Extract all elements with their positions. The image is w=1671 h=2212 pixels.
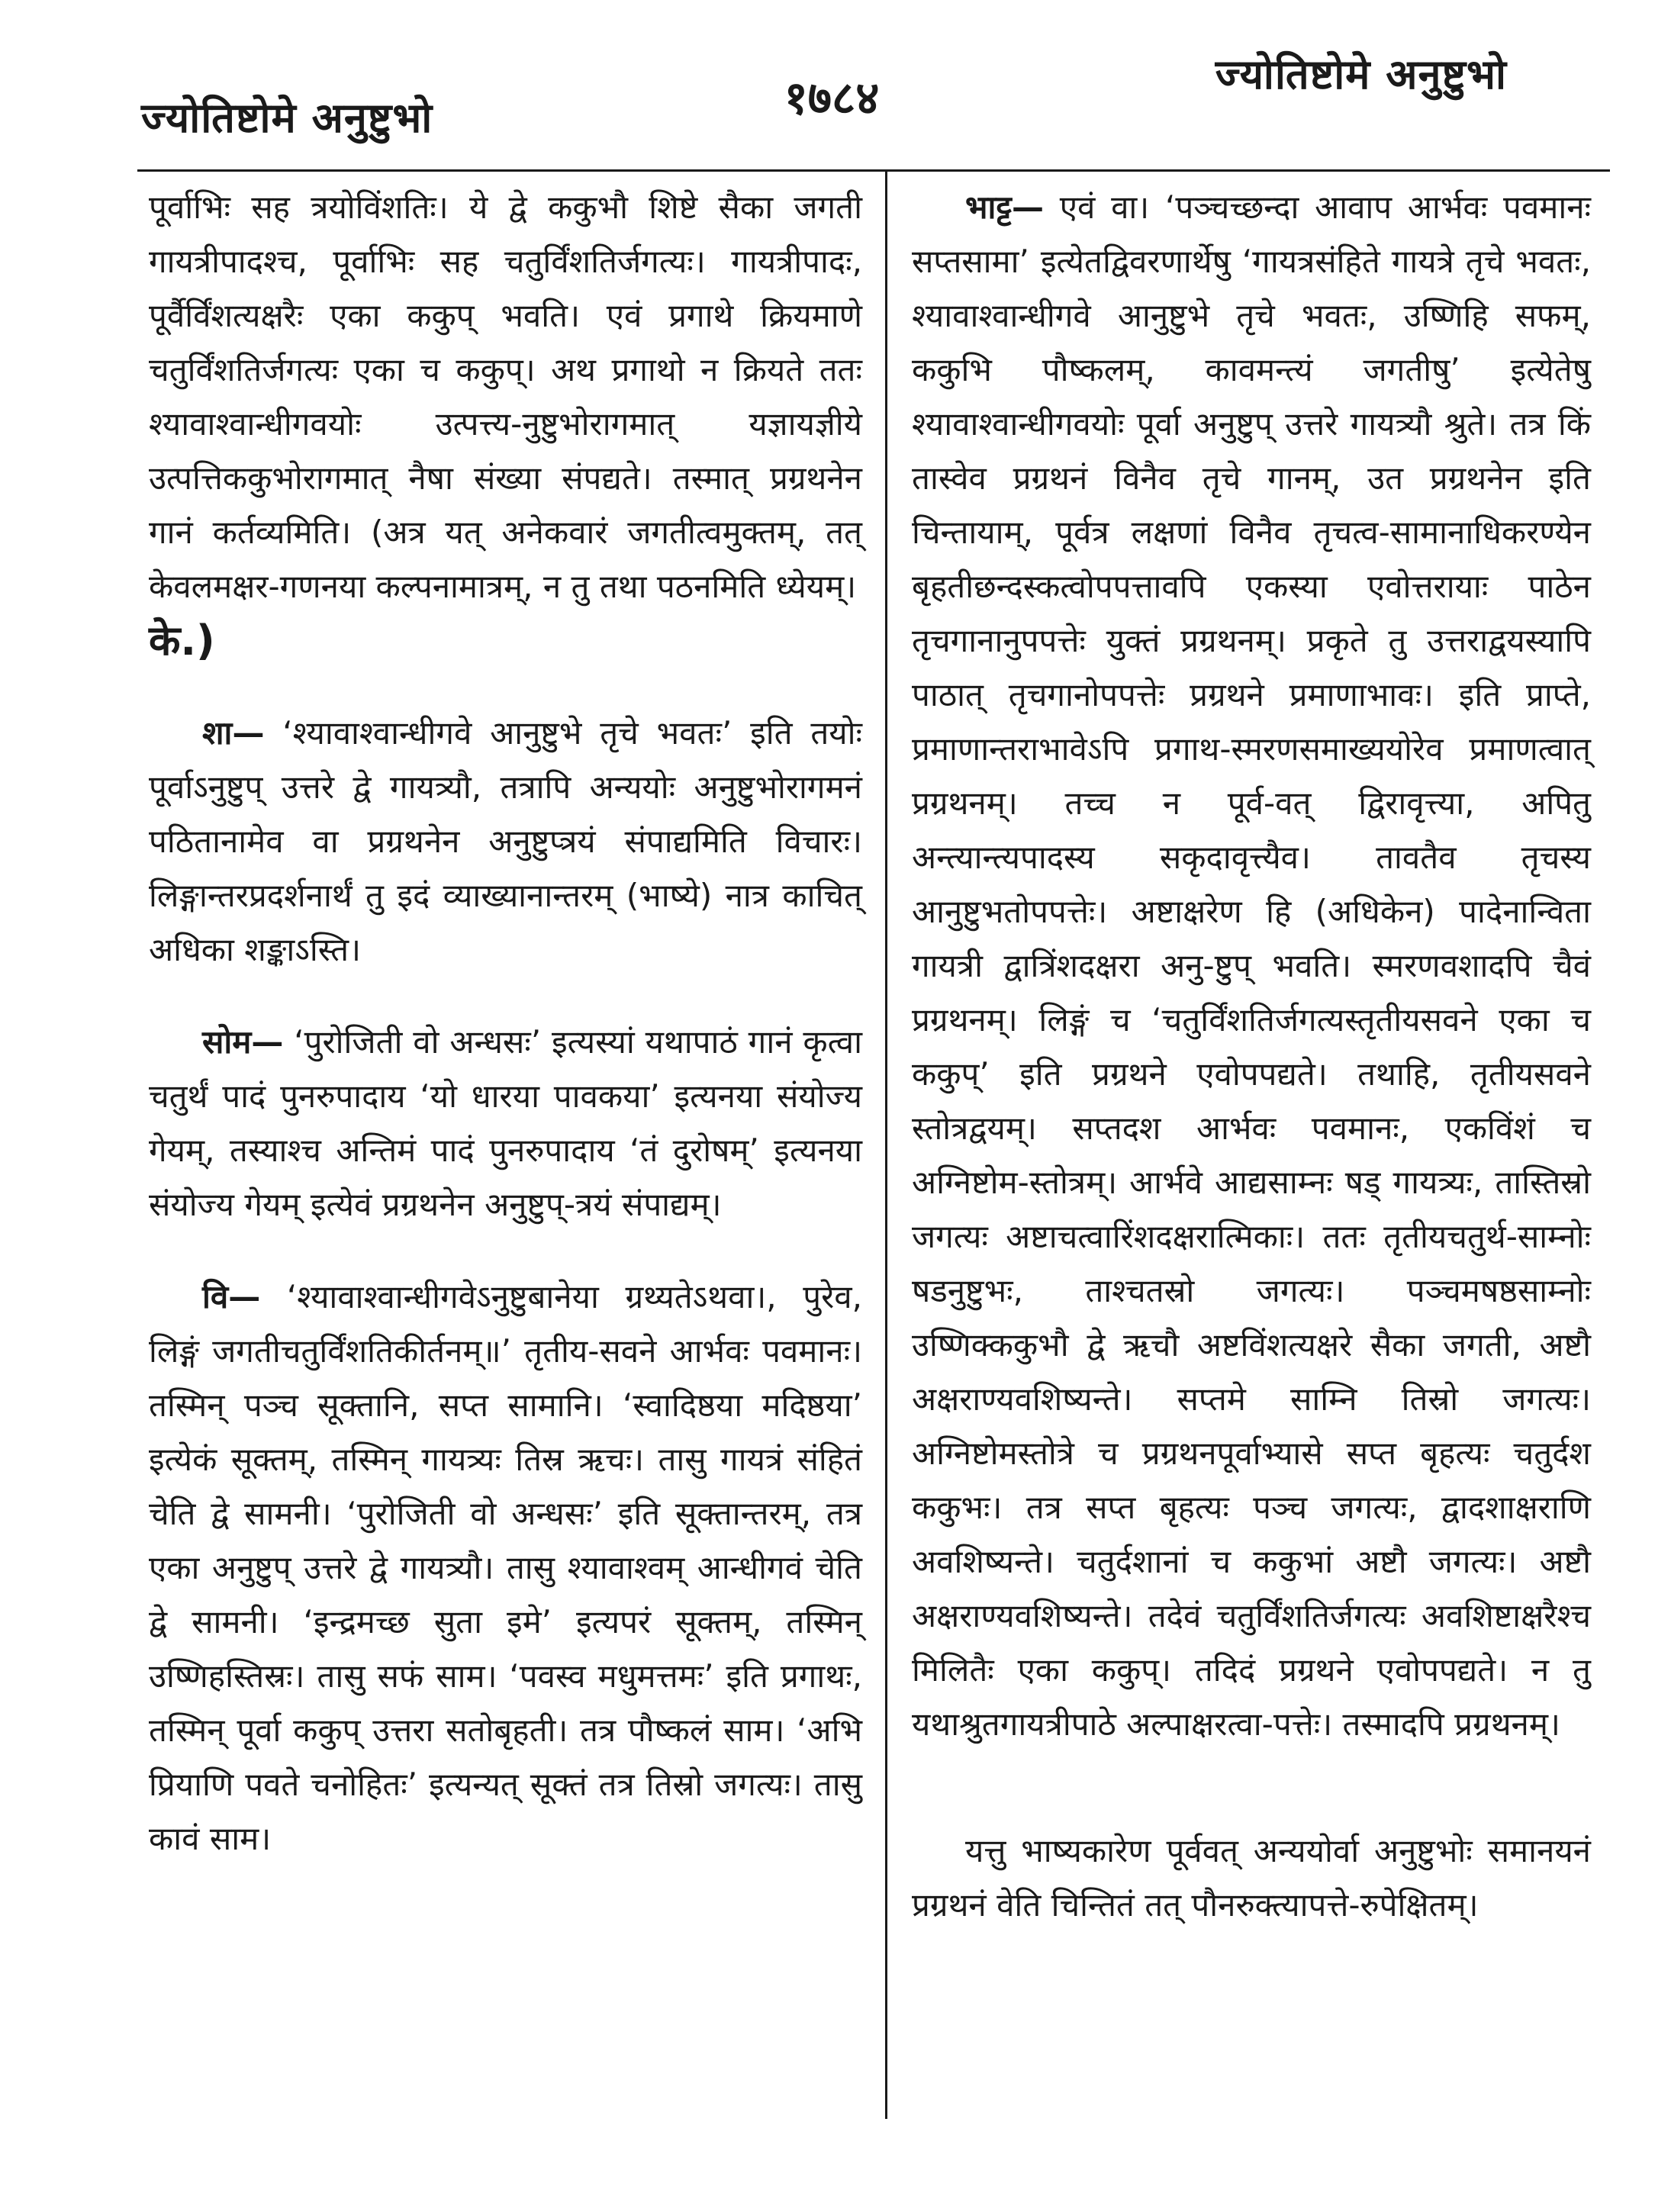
bhatta-text: एवं वा। ‘पञ्चच्छन्दा आवाप आर्भवः पवमानः सप्तसामा’ इत्येतद्विवरणार्थेषु ‘गायत्रसंहिते गायत्रे तृचे भवतः, श्यावाश्वान्धीगवे आनुष्टुभे तृचे भवतः, उष्णिहि सफम्, ककुभि पौष्कलम्, कावमन्त्यं जगतीषु’ इत्येतेषु श्यावाश्वान्धीगवयोः पूर्वा अनुष्टुप् उत्तरे गायत्र्यौ श्रुते। तत्र किं तास्वेव प्रग्रथनं विनैव तृचे गानम्, उत प्रग्रथनेन इति चिन्तायाम्, पूर्वत्र लक्षणां विनैव तृचत्व-सामानाधिकरण्येन बृहतीछन्दस्कत्वोपपत्तावपि एकस्या एवोत्तरायाः पाठेन तृचगानानुपपत्तेः युक्तं प्रग्रथनम्। प्रकृते तु उत्तराद्वयस्यापि पाठात् तृचगानोपपत्तेः प्रग्रथने प्रमाणाभावः। इति प्राप्ते, प्रमाणान्तराभावेऽपि प्रगाथ-स्मरणसमाख्ययोरेव प्रमाणत्वात् प्रग्रथनम्। तच्च न पूर्व-वत् द्विरावृत्त्या, अपितु अन्त्यान्त्यपादस्य सकृदावृत्त्यैव। तावतैव तृचस्य आनुष्टुभतोपपत्तेः। अष्टाक्षरेण हि (अधिकेन) पादेनान्विता गायत्री द्वात्रिंशदक्षरा अनु-ष्टुप् भवति। स्मरणवशादपि चैवं प्रग्रथनम्। लिङ्गं च ‘चतुर्विंशतिर्जगत्यस्तृतीयसवने एका च ककुप्’ इति प्रग्रथने एवोपपद्यते। तथाहि, तृतीयसवने स्तोत्रद्वयम्। सप्तदश आर्भवः पवमानः, एकविंशं च अग्निष्टोम-स्तोत्रम्। आर्भवे आद्यसाम्नः षड् गायत्र्यः, तास्तिस्रो जगत्यः अष्टाचत्वारिंशदक्षरात्मिकाः। ततः तृतीयचतुर्थ-साम्नोः षडनुष्टुभः, ताश्चतस्रो जगत्यः। पञ्चमषष्ठसाम्नोः उष्णिक्ककुभौ द्वे ऋचौ अष्टविंशत्यक्षरे सैका जगती, अष्टौ अक्षराण्यवशिष्यन्ते। सप्तमे साम्नि तिस्रो जगत्यः। अग्निष्टोमस्तोत्रे च प्रग्रथनपूर्वाभ्यासे सप्त बृहत्यः चतुर्दश ककुभः। तत्र सप्त बृहत्यः पञ्च जगत्यः, द्वादशाक्षराणि अवशिष्यन्ते। चतुर्दशानां च ककुभां अष्टौ जगत्यः। अष्टौ अक्षराण्यवशिष्यन्ते। तदेवं चतुर्विंशतिर्जगत्यः अवशिष्टाक्षरैश्च मिलितैः एका ककुप्। तदिदं प्रग्रथने एवोपपद्यते। न तु यथाश्रुतगायत्रीपाठे अल्पाक्षरत्वा-पत्तेः। तस्मादपि प्रग्रथनम्। xyxy=(912,188,1591,1743)
author-signature: के.) xyxy=(149,617,215,665)
header-rule xyxy=(137,169,1610,172)
soma-text: ‘पुरोजिती वो अन्धसः’ इत्यस्यां यथापाठं गानं कृत्वा चतुर्थं पादं पुनरुपादाय ‘यो धारया पावकया’ इत्यनया संयोज्य गेयम्, तस्याश्च अन्तिमं पादं पुनरुपादाय ‘तं दुरोषम्’ इत्यनया संयोज्य गेयम् इत्येवं प्रग्रथनेन अनुष्टुप्-त्रयं संपाद्यम्। xyxy=(149,1023,862,1223)
sha-label: शा— xyxy=(202,714,265,752)
closing-paragraph: यत्तु भाष्यकारेण पूर्ववत् अन्ययोर्वा अनुष्टुभोः समानयनं प्रग्रथनं वेति चिन्तितं तत् पौनरुक्त्यापत्ते-रुपेक्षितम्। xyxy=(912,1832,1591,1924)
bhatta-commentary xyxy=(912,180,1591,1751)
vi-label: वि— xyxy=(202,1278,261,1315)
running-title-left: ज्योतिष्टोमे अनुष्टुभो xyxy=(141,94,433,142)
column-divider xyxy=(885,169,887,2119)
page-number: १७८४ xyxy=(784,72,880,125)
left-para-1: पूर्वाभिः सह त्रयोविंशतिः। ये द्वे ककुभौ शिष्टे सैका जगती गायत्रीपादश्च, पूर्वाभिः सह चतुर्विंशतिर्जगत्यः। गायत्रीपादः, पूर्वैर्विंशत्यक्षरैः एका ककुप् भवति। एवं प्रगाथे क्रियमाणे चतुर्विंशतिर्जगत्यः एका च ककुप्। अथ प्रगाथो न क्रियते ततः श्यावाश्वान्धीगवयोः उत्पत्त्य-नुष्टुभोरागमात् यज्ञायज्ञीये उत्पत्तिककुभोरागमात् नैषा संख्या संपद्यते। तस्मात् प्रग्रथनेन गानं कर्तव्यमिति। (अत्र यत् अनेकवारं जगतीत्वमुक्तम्, तत् केवलमक्षर-गणनया कल्पनामात्रम्, न तु तथा पठनमिति ध्येयम्। xyxy=(149,188,862,605)
right-column xyxy=(912,180,1591,1932)
running-title-right: ज्योतिष्टोमे अनुष्टुभो xyxy=(1215,50,1507,98)
vi-commentary xyxy=(149,1270,862,1866)
vi-text: ‘श्यावाश्वान्धीगवेऽनुष्टुबानेया ग्रथ्यतेऽथवा।, पुरेव, लिङ्गं जगतीचतुर्विंशतिकीर्तनम्॥’ तृतीय-सवने आर्भवः पवमानः। तस्मिन् पञ्च सूक्तानि, सप्त सामानि। ‘स्वादिष्ठया मदिष्ठया’ इत्येकं सूक्तम्, तस्मिन् गायत्र्यः तिस्र ऋचः। तासु गायत्रं संहितं चेति द्वे सामनी। ‘पुरोजिती वो अन्धसः’ इति सूक्तान्तरम्, तत्र एका अनुष्टुप् उत्तरे द्वे गायत्र्यौ। तासु श्यावाश्वम् आन्धीगवं चेति द्वे सामनी। ‘इन्द्रमच्छ सुता इमे’ इत्यपरं सूक्तम्, तस्मिन् उष्णिहस्तिस्रः। तासु सफं साम। ‘पवस्व मधुमत्तमः’ इति प्रगाथः, तस्मिन् पूर्वा ककुप् उत्तरा सतोबृहती। तत्र पौष्कलं साम। ‘अभि प्रियाणि पवते चनोहितः’ इत्यन्यत् सूक्तं तत्र तिस्रो जगत्यः। तासु कावं साम। xyxy=(149,1278,862,1857)
left-column xyxy=(149,180,862,1866)
soma-commentary xyxy=(149,1015,862,1232)
sha-text: ‘श्यावाश्वान्धीगवे आनुष्टुभे तृचे भवतः’ इति तयोः पूर्वाऽनुष्टुप् उत्तरे द्वे गायत्र्यौ, तत्रापि अन्ययोः अनुष्टुभोरागमनं पठितानामेव वा प्रग्रथनेन अनुष्टुप्त्रयं संपाद्यमिति विचारः। लिङ्गान्तरप्रदर्शनार्थं तु इदं व्याख्यानान्तरम् (भाष्ये) नात्र काचित् अधिका शङ्काऽस्ति। xyxy=(149,714,863,968)
bhatta-label: भाट्ट— xyxy=(965,188,1044,226)
page-header xyxy=(0,0,1671,160)
sha-commentary xyxy=(149,706,862,977)
soma-label: सोम— xyxy=(202,1023,284,1061)
